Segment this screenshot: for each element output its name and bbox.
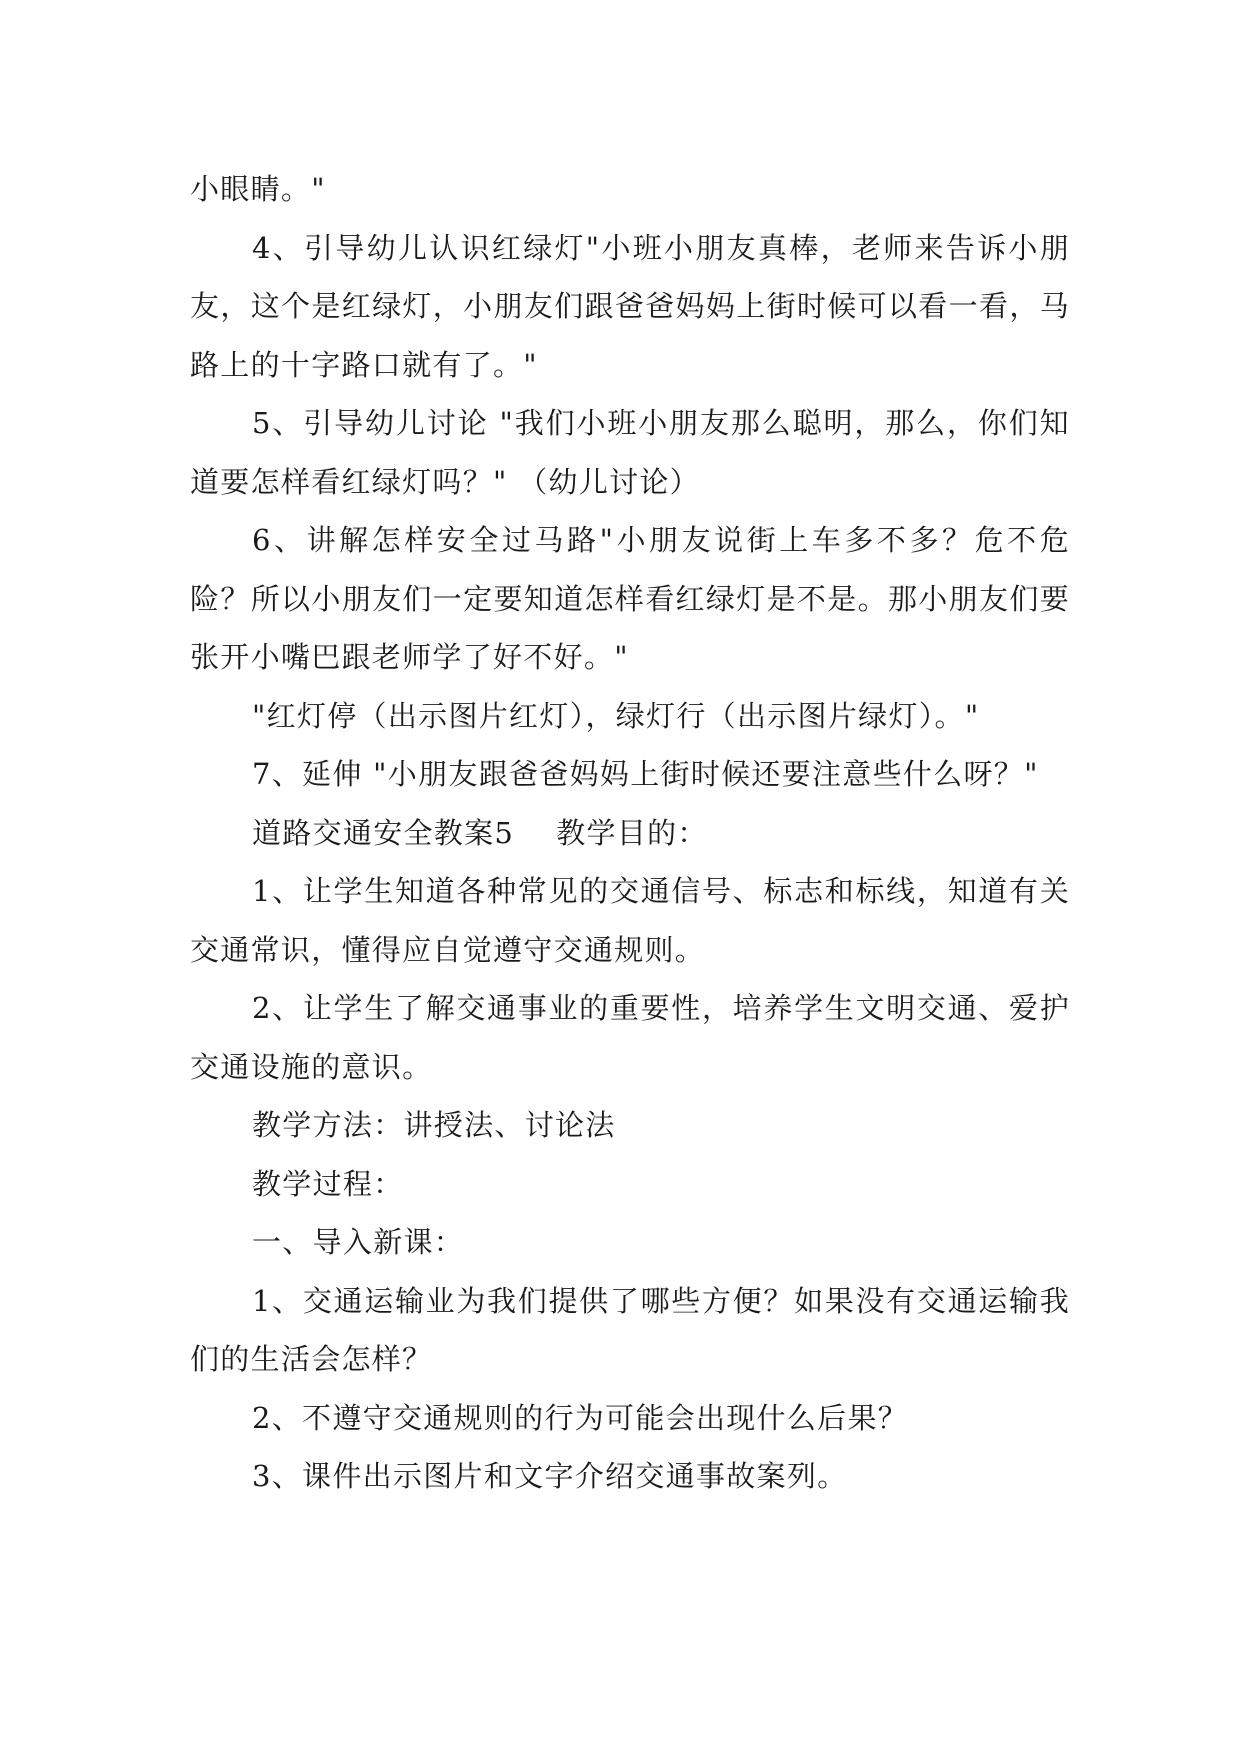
intro-item-1: 1、交通运输业为我们提供了哪些方便？如果没有交通运输我们的生活会怎样？ [190, 1283, 1070, 1376]
teaching-method: 教学方法：讲授法、讨论法 [252, 1108, 616, 1142]
paragraph-step-4: 4、引导幼儿认识红绿灯"小班小朋友真棒，老师来告诉小朋友，这个是红绿灯，小朋友们跟爸爸妈妈上街时候可以看一看，马路上的十字路口就有了。" [190, 230, 1070, 382]
paragraph-step-5: 5、引导幼儿讨论 "我们小班小朋友那么聪明，那么，你们知道要怎样看红绿灯吗？" （幼儿讨论） [190, 406, 1070, 499]
intro-item-2: 2、不遵守交通规则的行为可能会出现什么后果？ [252, 1400, 909, 1435]
paragraph-step-6: 6、讲解怎样安全过马路"小朋友说街上车多不多？危不危险？所以小朋友们一定要知道怎样看红绿灯是不是。那小朋友们要张开小嘴巴跟老师学了好不好。" [190, 523, 1070, 674]
teaching-process-heading: 教学过程： [252, 1166, 404, 1201]
intro-item-3: 3、课件出示图片和文字介绍交通事故案列。 [252, 1459, 848, 1493]
paragraph-chant: "红灯停（出示图片红灯），绿灯行（出示图片绿灯）。" [252, 698, 980, 733]
objective-1: 1、让学生知道各种常见的交通信号、标志和标线，知道有关交通常识，懂得应自觉遵守交通规则。 [190, 874, 1070, 967]
document-body [190, 160, 1070, 1506]
section-heading: 道路交通安全教案5 教学目的： [252, 815, 708, 850]
paragraph-continuation: 小眼睛。" [190, 172, 326, 206]
paragraph-step-7: 7、延伸 "小朋友跟爸爸妈妈上街时候还要注意些什么呀？" [252, 757, 1039, 791]
objective-2: 2、让学生了解交通事业的重要性，培养学生文明交通、爱护交通设施的意识。 [190, 991, 1070, 1084]
intro-heading: 一、导入新课： [252, 1225, 465, 1259]
